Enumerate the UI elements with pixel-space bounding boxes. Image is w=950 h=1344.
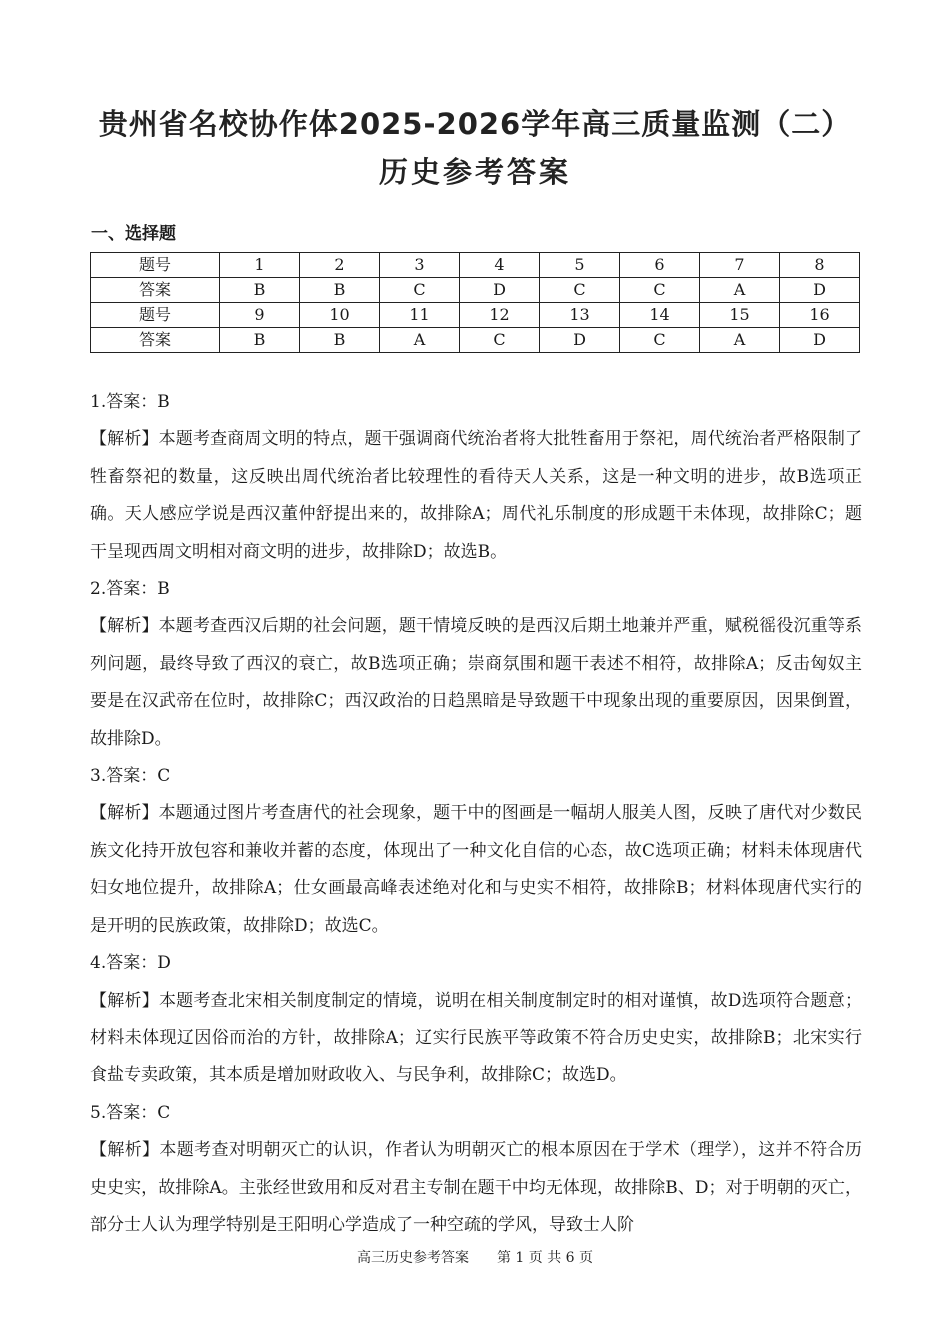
row-header: 题号 [91, 253, 220, 278]
table-cell: B [300, 278, 380, 303]
table-cell: C [460, 328, 540, 353]
explanation-paragraph: 【解析】本题考查北宋相关制度制定的情境，说明在相关制度制定时的相对谨慎，故D选项符合题意；材料未体现辽因俗而治的方针，故排除A；辽实行民族平等政策不符合历史史实，故排除B；北宋实行食盐专卖政策，其本质是增加财政收入、与民争利，故排除C；故选D。 [90, 990, 862, 1086]
explanation-paragraph: 【解析】本题通过图片考查唐代的社会现象，题干中的图画是一幅胡人服美人图，反映了唐代对少数民族文化持开放包容和兼收并蓄的态度，体现出了一种文化自信的心态，故C选项正确；材料未体现唐代妇女地位提升，故排除A；仕女画最高峰表述绝对化和与史实不相符，故排除B；材料体现唐代实行的是开明的民族政策，故排除D；故选C。 [90, 803, 862, 936]
table-cell: D [780, 278, 860, 303]
table-cell: D [780, 328, 860, 353]
answer-line: 2.答案：B [90, 579, 170, 600]
table-cell: C [380, 278, 460, 303]
table-cell: A [380, 328, 460, 353]
table-cell: 5 [540, 253, 620, 278]
answer-line: 3.答案：C [90, 766, 171, 787]
table-cell: B [300, 328, 380, 353]
table-cell: 4 [460, 253, 540, 278]
table-cell: A [700, 278, 780, 303]
document-title: 贵州省名校协作体2025-2026学年高三质量监测（二） [98, 107, 852, 141]
row-header: 答案 [91, 278, 220, 303]
answer-line: 5.答案：C [90, 1102, 171, 1123]
table-cell: C [540, 278, 620, 303]
table-cell: 11 [380, 303, 460, 328]
table-cell: B [220, 278, 300, 303]
table-cell: 3 [380, 253, 460, 278]
table-cell: 1 [220, 253, 300, 278]
page-footer: 高三历史参考答案 第 1 页 共 6 页 [356, 1250, 594, 1266]
answer-explanations [90, 384, 862, 1244]
table-cell: 8 [780, 253, 860, 278]
table-row [91, 303, 860, 328]
table-row [91, 253, 860, 278]
row-header: 答案 [91, 328, 220, 353]
row-header: 题号 [91, 303, 220, 328]
answer-line: 4.答案：D [90, 953, 171, 974]
table-cell: 10 [300, 303, 380, 328]
explanation-paragraph: 【解析】本题考查西汉后期的社会问题，题干情境反映的是西汉后期土地兼并严重，赋税徭役沉重等系列问题，最终导致了西汉的衰亡，故B选项正确；崇商氛围和题干表述不相符，故排除A；反击匈奴主要是在汉武帝在位时，故排除C；西汉政治的日趋黑暗是导致题干中现象出现的重要原因，因果倒置，故排除D。 [90, 616, 862, 749]
table-cell: 14 [620, 303, 700, 328]
section-heading: 一、选择题 [91, 224, 176, 244]
answer-table [90, 252, 860, 353]
table-cell: 12 [460, 303, 540, 328]
table-cell: A [700, 328, 780, 353]
table-cell: 2 [300, 253, 380, 278]
table-cell: B [220, 328, 300, 353]
table-cell: D [460, 278, 540, 303]
table-cell: 9 [220, 303, 300, 328]
answer-line: 1.答案：B [90, 392, 170, 412]
table-row [91, 328, 860, 353]
table-cell: D [540, 328, 620, 353]
table-cell: C [620, 328, 700, 353]
document-subtitle: 历史参考答案 [378, 155, 571, 189]
explanation-paragraph: 【解析】本题考查商周文明的特点，题干强调商代统治者将大批牲畜用于祭祀，周代统治者严格限制了牲畜祭祀的数量，这反映出周代统治者比较理性的看待天人关系，这是一种文明的进步，故B选项正确。天人感应学说是西汉董仲舒提出来的，故排除A；周代礼乐制度的形成题干未体现，故排除C；题干呈现西周文明相对商文明的进步，故排除D；故选B。 [90, 429, 862, 562]
table-row [91, 278, 860, 303]
table-cell: 16 [780, 303, 860, 328]
table-cell: 7 [700, 253, 780, 278]
table-cell: 6 [620, 253, 700, 278]
table-cell: 13 [540, 303, 620, 328]
table-cell: 15 [700, 303, 780, 328]
table-cell: C [620, 278, 700, 303]
explanation-paragraph: 【解析】本题考查对明朝灭亡的认识，作者认为明朝灭亡的根本原因在于学术（理学），这并不符合历史史实，故排除A。主张经世致用和反对君主专制在题干中均无体现，故排除B、D；对于明朝的灭亡，部分士人认为理学特别是王阳明心学造成了一种空疏的学风，导致士人阶 [90, 1140, 862, 1235]
